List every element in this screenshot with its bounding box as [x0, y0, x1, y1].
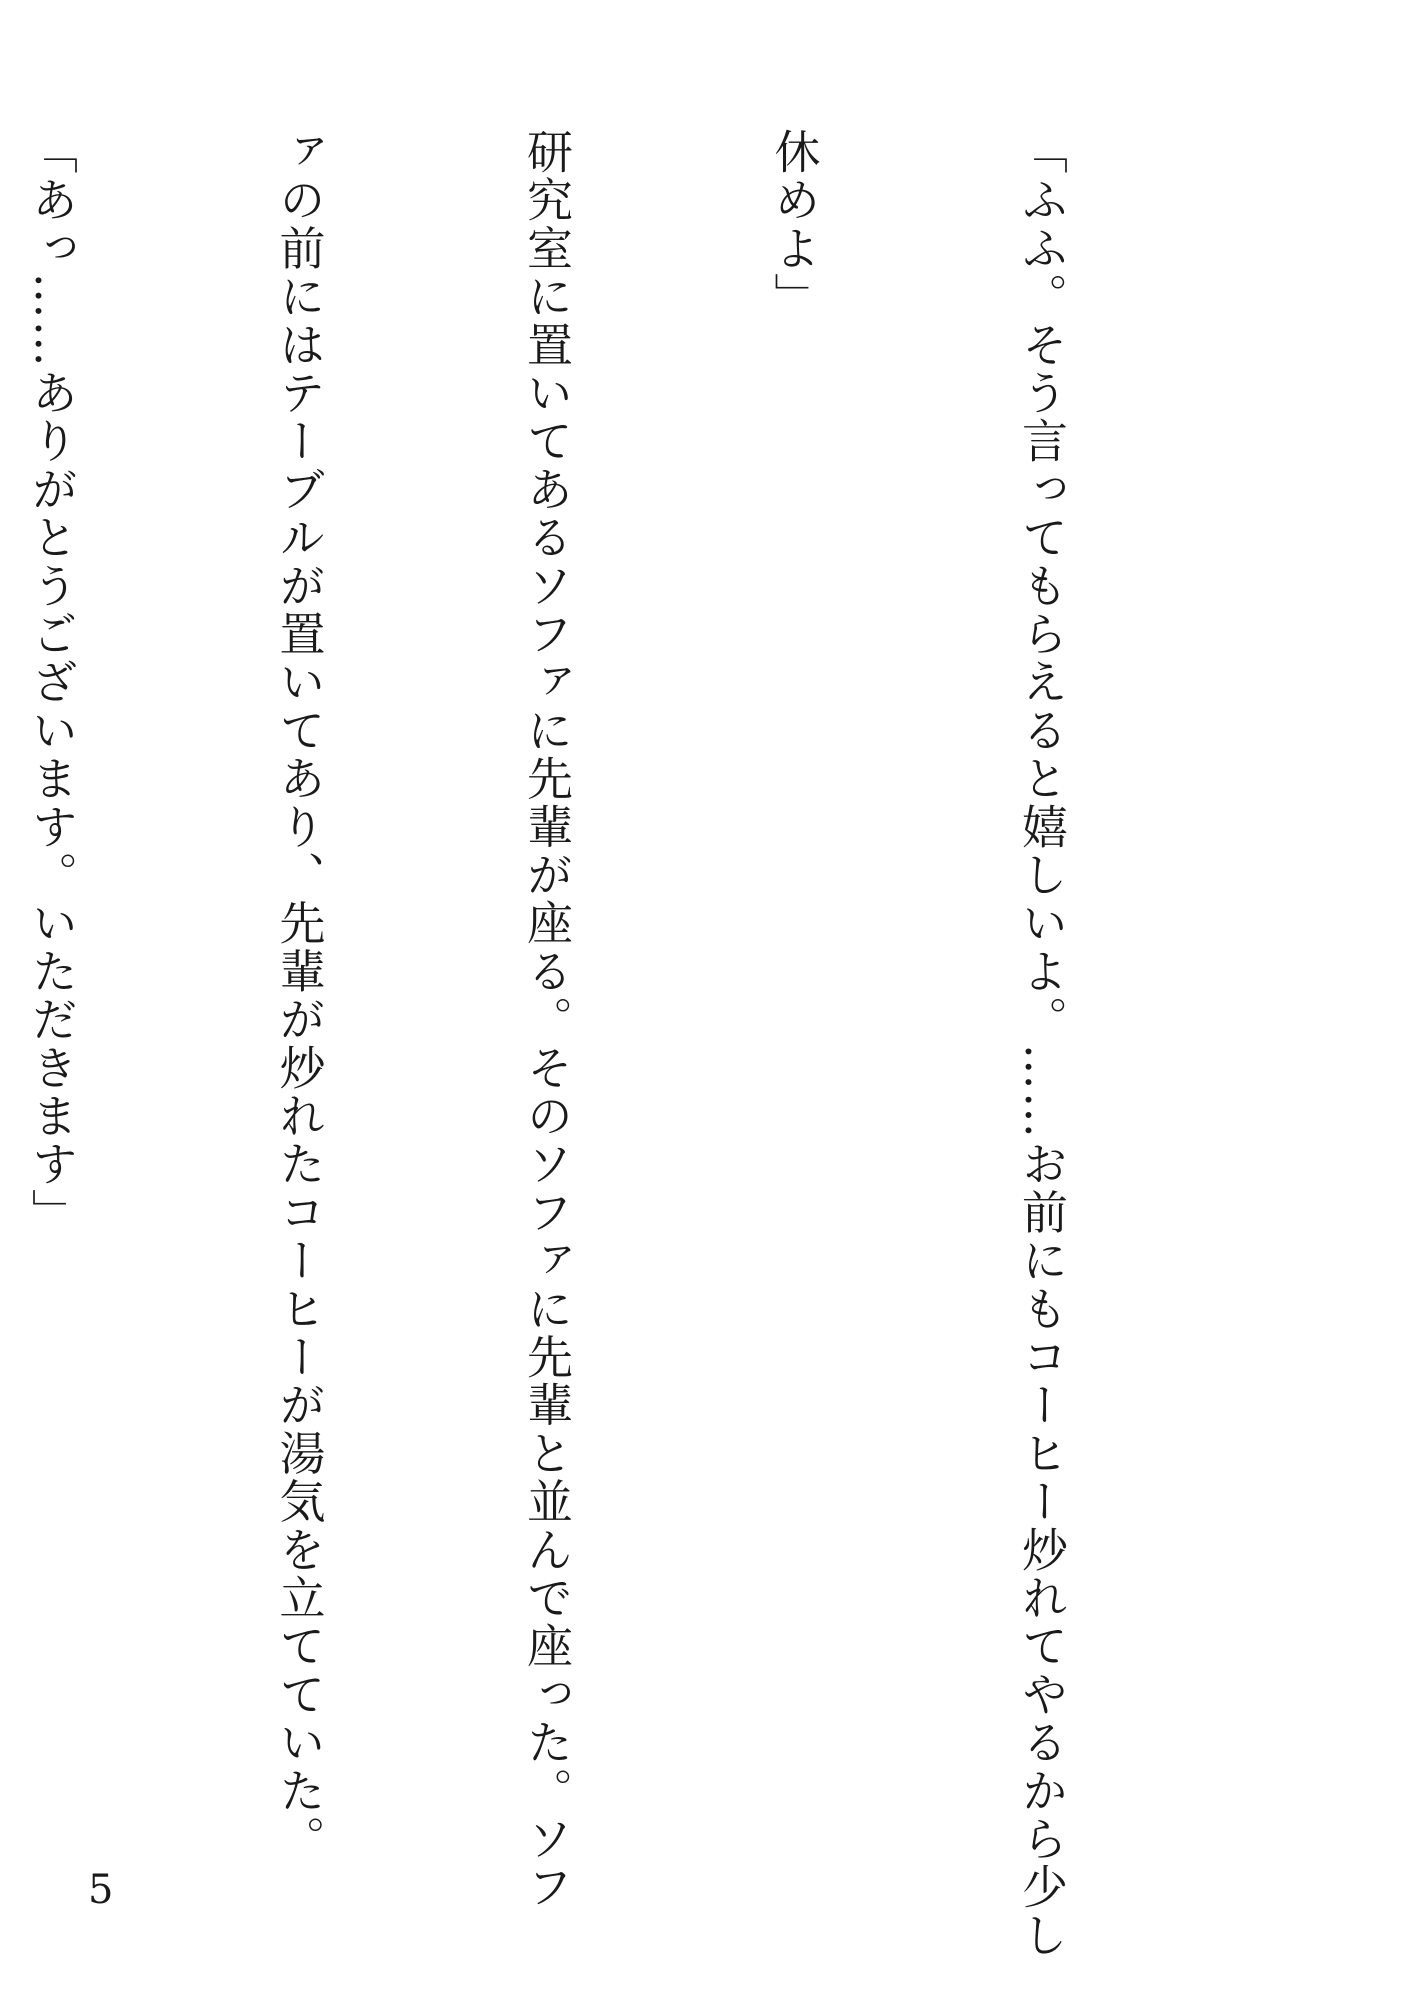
text-line: 「あっ……ありがとうございます。いただきます」 [25, 128, 79, 1237]
text-line: 休めよ」 [767, 128, 822, 321]
vertical-text-body [0, 128, 1248, 1960]
text-line: 研究室に置いてあるソファに先輩が座る。そのソファに先輩と並んで座った。ソフ [520, 128, 574, 1912]
text-line: ァの前にはテーブルが置いてあり、先輩が炒れたコーヒーが湯気を立てていた。 [272, 128, 327, 1864]
page-number: 5 [88, 1867, 114, 1913]
text-line: 「ふふ。そう言ってもらえると嬉しいよ。……お前にもコーヒー炒れてやるから少し [1015, 128, 1069, 1960]
